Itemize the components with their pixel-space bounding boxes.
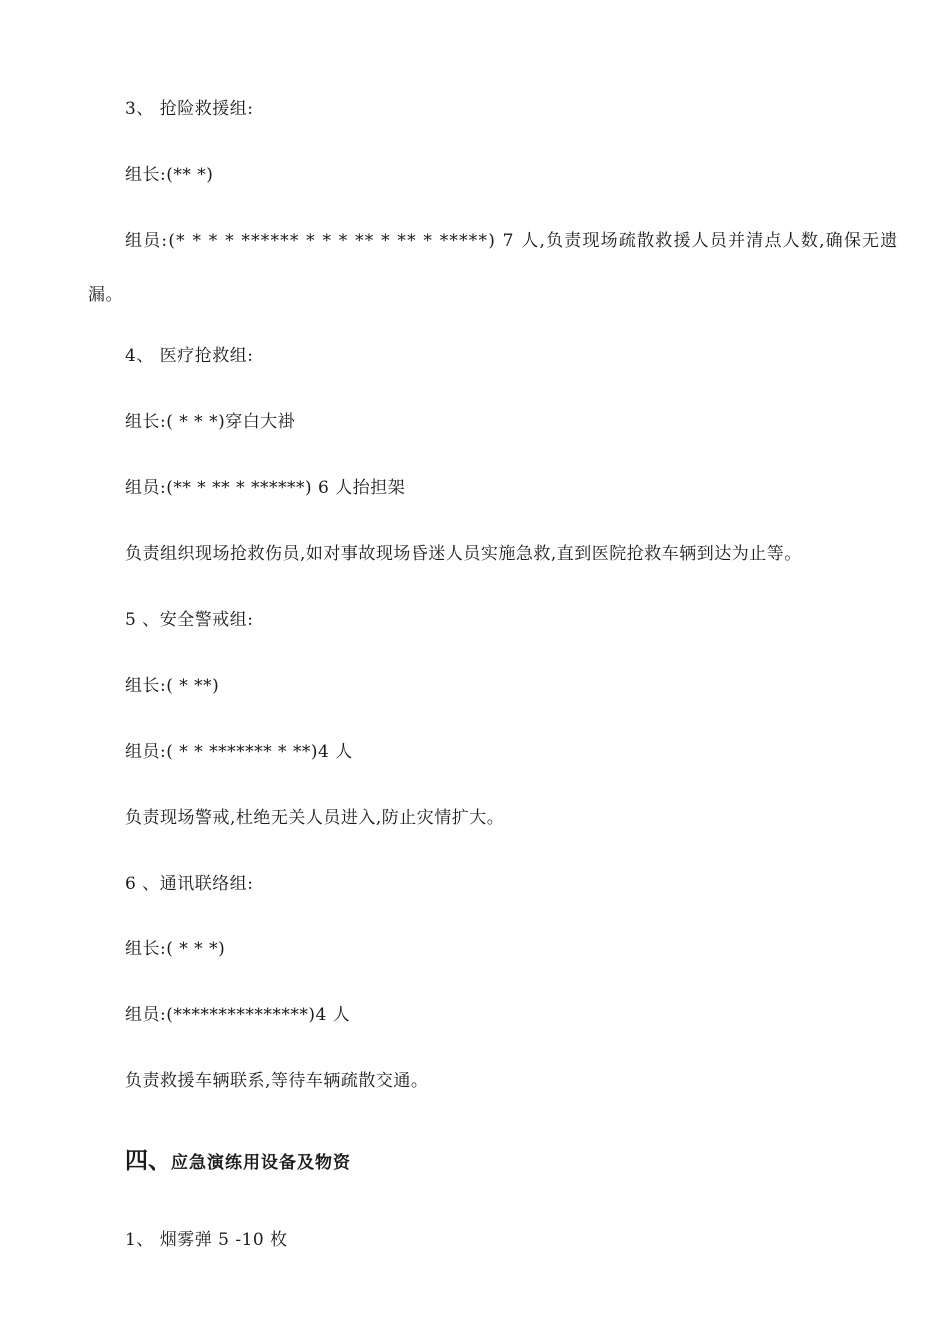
section-6-title: 6 、通讯联络组: xyxy=(125,874,254,894)
section-6-members: 组员:(***************)4 人 xyxy=(125,1005,351,1025)
part-4-number: 四、 xyxy=(125,1148,171,1174)
section-5-members: 组员:( * * ******* * **)4 人 xyxy=(125,742,353,762)
section-6-duty: 负责救援车辆联系,等待车辆疏散交通。 xyxy=(125,1071,429,1091)
section-3-title: 3、 抢险救援组: xyxy=(125,99,254,119)
section-3-leader: 组长:(** *) xyxy=(125,165,214,185)
section-5-duty: 负责现场警戒,杜绝无关人员进入,防止灾情扩大。 xyxy=(125,808,505,828)
section-5-title: 5 、安全警戒组: xyxy=(125,610,254,630)
section-6-leader: 组长:( * * *) xyxy=(125,939,226,959)
section-4-leader: 组长:( * * *)穿白大褂 xyxy=(125,412,296,432)
section-4-members: 组员:(** * ** * ******) 6 人抬担架 xyxy=(125,478,406,498)
section-4-title: 4、 医疗抢救组: xyxy=(125,346,254,366)
part-4-heading xyxy=(125,1142,351,1175)
section-4-duty: 负责组织现场抢救伤员,如对事故现场昏迷人员实施急救,直到医院抢救车辆到达为止等。 xyxy=(125,544,802,564)
section-3-members: 组员:(* * * * ****** * * * ** * ** * *****) 7 人,负责现场疏散救援人员并清点人数,确保无遗 xyxy=(125,231,899,251)
part-4-title: 应急演练用设备及物资 xyxy=(171,1153,351,1173)
list-item: 1、 烟雾弹 5 -10 枚 xyxy=(125,1230,288,1250)
section-5-leader: 组长:( * **) xyxy=(125,676,220,696)
section-3-members-continued: 漏。 xyxy=(88,285,123,305)
